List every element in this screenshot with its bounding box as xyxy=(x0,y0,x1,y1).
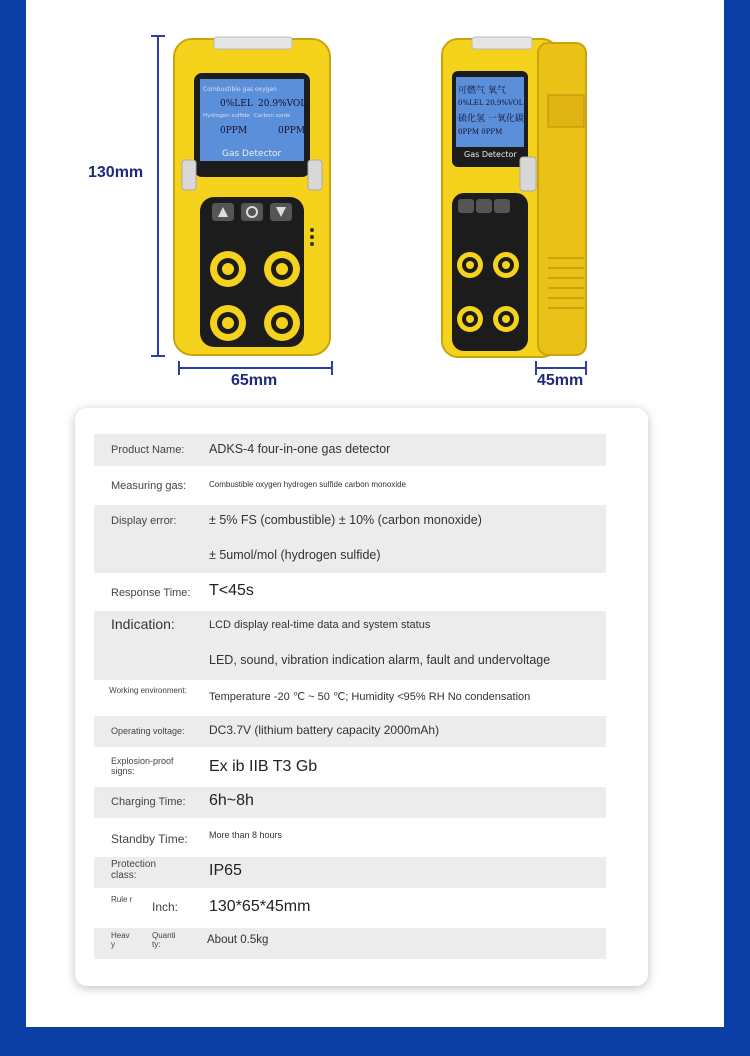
spec-row-ruler xyxy=(94,891,606,929)
spec-value: More than 8 hours xyxy=(209,830,283,840)
side-device-label: Gas Detector xyxy=(464,150,517,159)
spec-row-charging-time xyxy=(94,787,606,818)
spec-row-explosion-proof xyxy=(94,750,606,790)
spec-label: Indication: xyxy=(111,616,175,632)
side-screen-line1: 可燃气 氧气 xyxy=(458,86,506,96)
spec-value: T<45s xyxy=(209,582,254,599)
depth-dimension-line xyxy=(535,367,587,369)
front-screen-ppm1: 0PPM xyxy=(220,126,248,136)
spec-row-working-environment xyxy=(94,682,606,714)
front-screen-ppm2: 0PPM xyxy=(278,126,306,136)
spec-value: About 0.5kg xyxy=(207,934,269,946)
spec-value: ADKS-4 four-in-one gas detector xyxy=(209,442,391,456)
spec-label: Working environment: xyxy=(109,686,187,695)
width-dimension-line xyxy=(178,367,333,369)
spec-row-display-error xyxy=(94,505,606,573)
spec-value-2: LED, sound, vibration indication alarm, fault and undervoltage xyxy=(209,653,551,667)
side-screen-line2: 0%LEL 20.9%VOL xyxy=(458,99,524,107)
side-screen-line3: 硫化氢 一氧化碳 xyxy=(458,114,524,124)
spec-label: Heav y xyxy=(111,931,130,949)
spec-row-measuring-gas xyxy=(94,470,606,502)
width-dimension-cap-right xyxy=(331,361,333,375)
front-screen-lel: 0%LEL xyxy=(220,99,253,109)
spec-value: 130*65*45mm xyxy=(209,898,311,915)
spec-row-standby-time xyxy=(94,822,606,854)
spec-label: Measuring gas: xyxy=(111,480,187,492)
spec-label: Rule r xyxy=(111,895,133,904)
spec-value: Ex ib IIB T3 Gb xyxy=(209,758,318,775)
front-screen-carbon: Carbon oxide xyxy=(254,113,291,119)
spec-row-response-time xyxy=(94,576,606,610)
spec-label-2: Quanti ty: xyxy=(152,931,176,949)
width-dimension-cap-left xyxy=(178,361,180,375)
spec-row-operating-voltage xyxy=(94,716,606,747)
spec-value: IP65 xyxy=(209,862,242,879)
spec-label: Protection class: xyxy=(111,859,157,881)
device-front-image xyxy=(172,35,332,357)
depth-dimension-cap-right xyxy=(585,361,587,375)
spec-row-weight xyxy=(94,928,606,959)
spec-value: Temperature -20 ℃ ~ 50 ℃; Humidity <95% RH No condensation xyxy=(209,691,531,703)
spec-label: Response Time: xyxy=(111,587,191,599)
side-screen-line4: 0PPM 0PPM xyxy=(458,128,503,136)
spec-label: Product Name: xyxy=(111,444,185,456)
front-screen-hydrogen: Hydrogen sulfide xyxy=(203,113,250,119)
spec-value: ± 5% FS (combustible) ± 10% (carbon monoxide) xyxy=(209,513,482,527)
spec-value: LCD display real-time data and system status xyxy=(209,619,431,631)
front-device-label: Gas Detector xyxy=(222,149,282,159)
spec-label: Standby Time: xyxy=(111,832,188,846)
height-dimension-cap-bottom xyxy=(151,355,165,357)
spec-label: Operating voltage: xyxy=(111,726,185,736)
spec-row-product-name xyxy=(94,434,606,466)
spec-value: Combustible oxygen hydrogen sulfide carbon monoxide xyxy=(209,480,407,489)
spec-value: DC3.7V (lithium battery capacity 2000mAh) xyxy=(209,723,440,737)
spec-card xyxy=(75,408,648,986)
device-side-image xyxy=(438,33,590,361)
spec-value: 6h~8h xyxy=(209,792,254,809)
height-dimension-label: 130mm xyxy=(88,164,144,181)
spec-label: Charging Time: xyxy=(111,796,186,808)
spec-value-2: ± 5umol/mol (hydrogen sulfide) xyxy=(209,548,381,562)
width-dimension-label: 65mm xyxy=(231,372,278,389)
height-dimension-line xyxy=(157,35,159,357)
front-screen-vol: 20.9%VOL xyxy=(258,99,307,109)
depth-dimension-label: 45mm xyxy=(537,372,584,389)
spec-label-2: Inch: xyxy=(152,900,179,914)
height-dimension-cap-top xyxy=(151,35,165,37)
spec-label: Display error: xyxy=(111,515,177,527)
spec-row-indication xyxy=(94,611,606,680)
front-screen-line1: Combustible gas oxygen xyxy=(203,86,277,93)
spec-label: Explosion-proof signs: xyxy=(111,756,174,776)
spec-row-protection-class xyxy=(94,857,606,888)
